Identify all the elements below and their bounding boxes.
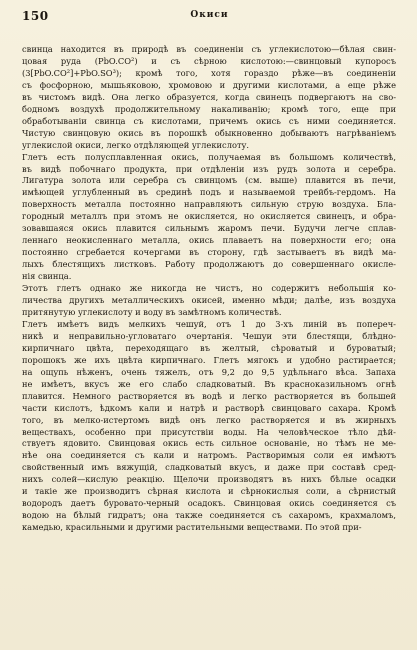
paragraph [22, 319, 396, 534]
text-line: порошокъ же ихъ цвѣта кирпичнаго. Глетъ мягокъ и удобно растирается; [22, 354, 396, 365]
text-line: нія свинца. [22, 271, 72, 282]
text-line: цовая руда (PbO.CO²) и съ сѣрною кислотою:—свинцовый купоросъ [22, 55, 396, 66]
text-line: городный металлъ при этомъ не окисляется, но окисляется свинецъ, и обра- [22, 211, 396, 222]
text-line: съ фосфорною, мышьяковою, хромовою и другими кислотами, а еще рѣже [22, 79, 396, 90]
text-line: камедью, красильными и другими растительными веществами. По этой при- [22, 522, 362, 533]
text-line: никѣ и неправильно-угловатаго очертанія. Чешуи эти блестящи, блѣдно- [22, 330, 396, 341]
text-line: имѣющей углубленный въ срединѣ подъ и называемой трейбъ-гердомъ. На [22, 187, 396, 198]
text-line: Глетъ есть полусплавленная окись, получаемая въ большомъ количествѣ, [22, 151, 396, 162]
text-line: части кислотъ, ѣдкомъ кали и натрѣ и растворѣ свинцоваго сахара. Кромѣ [22, 402, 396, 413]
text-line: лыхъ блестящихъ листковъ. Работу продолжаютъ до совершеннаго окисле- [22, 259, 396, 270]
text-line: бодномъ воздухѣ продолжительному накаливанію; кромѣ того, еще при [22, 103, 396, 114]
page-header [22, 9, 397, 25]
text-line: водородъ даетъ буровато-черный осадокъ. Свинцовая окись соединяется съ [22, 498, 396, 509]
text-line: нихъ солей—кислую реакцію. Щелочи производятъ въ нихъ бѣлые осадки [22, 474, 396, 485]
text-line: кирпичнаго цвѣта, переходящаго въ желтый, сѣроватый и буроватый; [22, 342, 396, 353]
text-line: веществахъ, особенно при присутствіи воды. На человѣческое тѣло дѣй- [22, 426, 396, 437]
text-line: Лигатура золота или серебра съ свинцомъ (см. выше) плавится въ печи, [22, 175, 396, 186]
paragraph [22, 44, 396, 152]
text-line: зовавшаяся окись плавится сильнымъ жаромъ печи. Будучи легче сплав- [22, 223, 396, 234]
text-line: того, въ мелко-истертомъ видѣ онъ легко растворяется и въ жирныхъ [22, 414, 396, 425]
text-line: личества другихъ металлическихъ окисей, именно мѣди; далѣе, изъ воздуха [22, 295, 396, 306]
body-text [22, 44, 396, 534]
text-line: водою на бѣлый гидратъ; она также соединяется съ сахаромъ, крахмаломъ, [22, 510, 396, 521]
text-line: свинца находится въ природѣ въ соединеніи съ углекислотою—бѣлая свин- [22, 44, 396, 54]
text-line: леннаго неокисленнаго металла, окись плаваетъ на поверхности его; она [22, 235, 396, 246]
text-line: Глетъ имѣетъ видъ мелкихъ чешуй, отъ 1 до 3-хъ линій въ попереч- [22, 318, 396, 329]
text-line: и такіе же производитъ сѣрная кислота и сѣрнокислыя соли, а сѣрнистый [22, 486, 396, 497]
paragraph [22, 152, 396, 283]
text-line: ствуетъ ядовито. Свинцовая окись есть сильное основаніе, но тѣмъ не ме- [22, 438, 396, 449]
text-line: на ощупь нѣженъ, очень тяжелъ, отъ 9,2 до 9,5 удѣльнаго вѣса. Запаха [22, 366, 396, 377]
text-line: въ чистомъ видѣ. Она легко образуется, когда свинецъ подвергаютъ на сво- [22, 91, 396, 102]
text-line: притянутую углекислоту и воду въ замѣтномъ количествѣ. [22, 306, 282, 317]
text-line: Этотъ глетъ однако же никогда не чистъ, но содержитъ небольшія ко- [22, 283, 396, 294]
text-line: не имѣетъ, вкусъ же его слабо сладковатый. Въ красноказильномъ огнѣ [22, 378, 396, 389]
text-line: обработываніи свинца съ кислотами, причемъ окись съ ними соединяется. [22, 115, 396, 126]
text-line: поверхность металла постоянно направляютъ сильную струю воздуха. Бла- [22, 199, 396, 210]
text-line: углекислой окиси, легко отдѣляющей углекислоту. [22, 139, 250, 150]
paragraph [22, 283, 396, 319]
text-line: въ видѣ побочнаго продукта, при отдѣленіи изъ рудъ золота и серебра. [22, 163, 396, 174]
running-title: Окиси [190, 10, 229, 20]
page-number: 150 [22, 9, 49, 23]
text-line: постоянно сгребается кочергами въ сторону, гдѣ застываетъ въ видѣ ма- [22, 247, 396, 258]
text-line: (3[PbO.CO²]+PbO.SO³); кромѣ того, хотя гораздо рѣже—въ соединеніи [22, 67, 396, 78]
text-line: Чистую свинцовую окись въ порошкѣ обыкновенно добываютъ нагрѣваніемъ [22, 127, 396, 138]
text-line: свойственный имъ вяжущій, сладковатый вкусъ, и даже при составѣ сред- [22, 462, 396, 473]
text-line: нѣе она соединяется съ кали и натромъ. Растворимыя соли ея имѣютъ [22, 450, 396, 461]
text-line: плавится. Немного растворяется въ водѣ и легко растворяется въ большей [22, 390, 396, 401]
